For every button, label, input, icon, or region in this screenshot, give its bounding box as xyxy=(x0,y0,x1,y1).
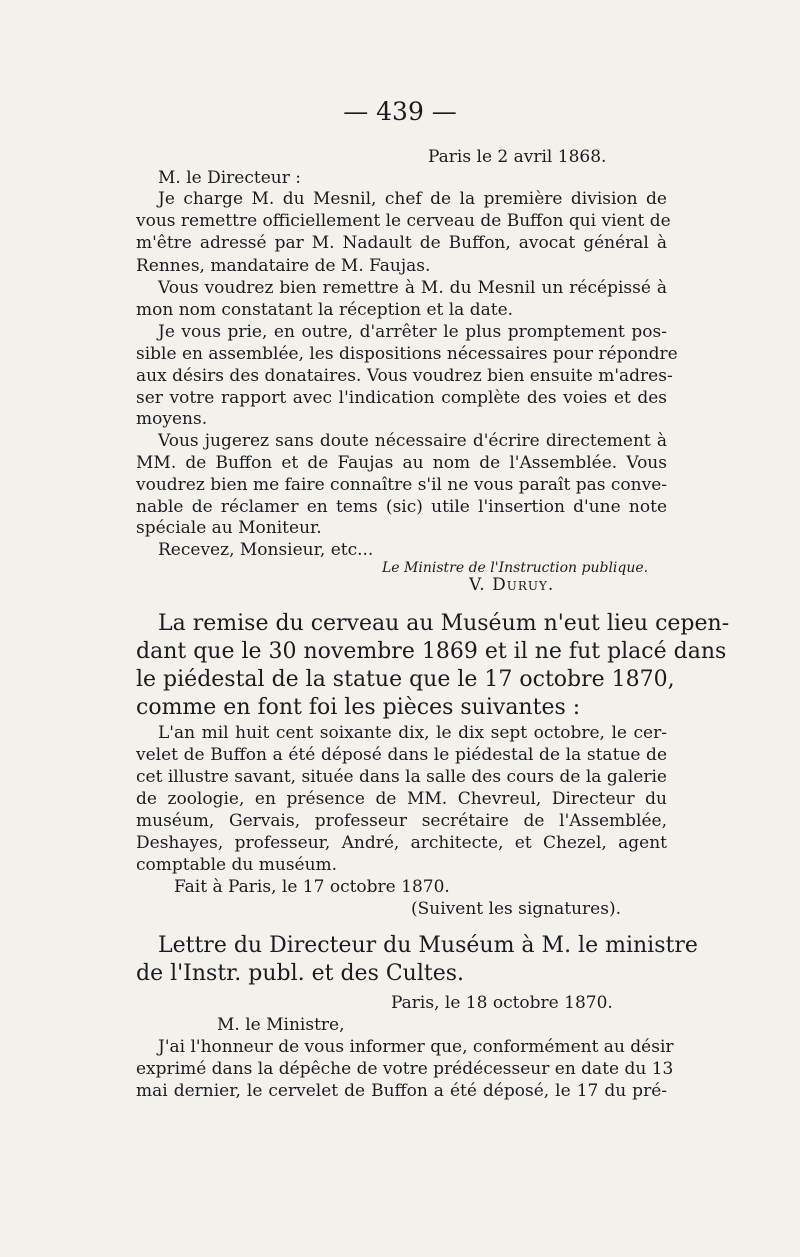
record-line: cet illustre savant, située dans la salle des cours de la galerie xyxy=(136,767,667,787)
letter1-line: Vous jugerez sans doute nécessaire d'écrire directement à xyxy=(158,431,667,451)
letter1-line: mon nom constatant la réception et la date. xyxy=(136,300,514,320)
letter1-line: Recevez, Monsieur, etc... xyxy=(158,540,374,560)
letter1-line: ser votre rapport avec l'indication complète des voies et des xyxy=(136,388,667,408)
record-line: Deshayes, professeur, André, architecte, et Chezel, agent xyxy=(136,833,667,853)
letter1-line: voudrez bien me faire connaître s'il ne vous paraît pas conve- xyxy=(136,475,667,495)
narrative-line: La remise du cerveau au Muséum n'eut lieu cepen- xyxy=(158,611,730,636)
letter1-line: Rennes, mandataire de M. Faujas. xyxy=(136,256,431,276)
letter2-line: J'ai l'honneur de vous informer que, conformément au désir xyxy=(158,1037,674,1057)
letter1-salutation: M. le Directeur : xyxy=(158,168,301,188)
letter1-line: vous remettre officiellement le cerveau de Buffon qui vient de xyxy=(136,211,671,231)
page-number: — 439 — xyxy=(343,97,457,126)
letter2-line: mai dernier, le cervelet de Buffon a été déposé, le 17 du pré- xyxy=(136,1081,667,1101)
letter1-line: sible en assemblée, les dispositions nécessaires pour répondre xyxy=(136,344,678,364)
record-line: de zoologie, en présence de MM. Chevreul, Directeur du xyxy=(136,789,667,809)
letter1-dateline: Paris le 2 avril 1868. xyxy=(428,147,607,167)
letter2-title: de l'Instr. publ. et des Cultes. xyxy=(136,961,465,986)
letter1-line: moyens. xyxy=(136,409,208,429)
signature-title: Le Ministre de l'Instruction publique. xyxy=(382,560,649,576)
letter1-line: m'être adressé par M. Nadault de Buffon, avocat général à xyxy=(136,233,667,253)
letter1-line: aux désirs des donataires. Vous voudrez bien ensuite m'adres- xyxy=(136,366,673,386)
narrative-line: dant que le 30 novembre 1869 et il ne fut placé dans xyxy=(136,639,727,664)
record-signatures: (Suivent les signatures). xyxy=(411,899,621,919)
letter1-line: Je vous prie, en outre, d'arrêter le plus promptement pos- xyxy=(158,322,667,342)
record-fait: Fait à Paris, le 17 octobre 1870. xyxy=(174,877,450,897)
letter2-salutation: M. le Ministre, xyxy=(217,1015,345,1035)
record-line: velet de Buffon a été déposé dans le piédestal de la statue de xyxy=(136,745,667,765)
narrative-line: comme en font foi les pièces suivantes : xyxy=(136,695,581,720)
narrative-line: le piédestal de la statue que le 17 octobre 1870, xyxy=(136,667,675,692)
letter1-line: Je charge M. du Mesnil, chef de la première division de xyxy=(158,189,667,209)
letter2-title: Lettre du Directeur du Muséum à M. le ministre xyxy=(158,933,698,958)
letter2-line: exprimé dans la dépêche de votre prédécesseur en date du 13 xyxy=(136,1059,674,1079)
letter2-dateline: Paris, le 18 octobre 1870. xyxy=(391,993,613,1013)
letter1-line: spéciale au Moniteur. xyxy=(136,518,322,538)
signature-name: V. Duruy. xyxy=(469,575,555,595)
letter1-line: MM. de Buffon et de Faujas au nom de l'Assemblée. Vous xyxy=(136,453,667,473)
letter1-line: Vous voudrez bien remettre à M. du Mesnil un récépissé à xyxy=(158,278,667,298)
record-line: comptable du muséum. xyxy=(136,855,338,875)
letter1-line: nable de réclamer en tems (sic) utile l'insertion d'une note xyxy=(136,497,667,517)
record-line: L'an mil huit cent soixante dix, le dix sept octobre, le cer- xyxy=(158,723,667,743)
record-line: muséum, Gervais, professeur secrétaire de l'Assemblée, xyxy=(136,811,667,831)
